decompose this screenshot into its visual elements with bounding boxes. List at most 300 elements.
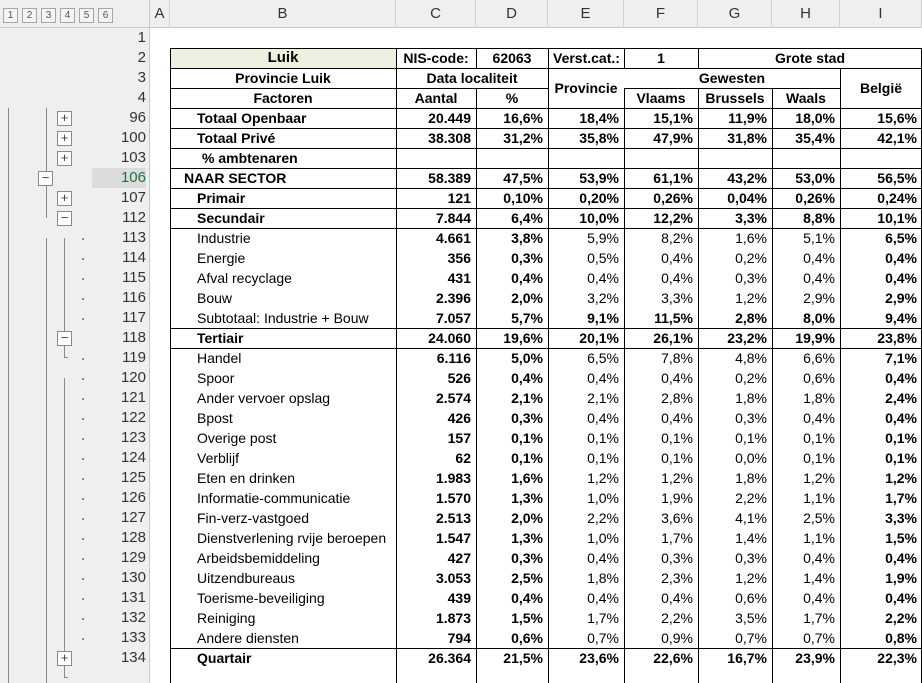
value-cell-f[interactable]: 2,2% bbox=[661, 610, 693, 626]
value-cell-d[interactable]: 0,4% bbox=[511, 590, 543, 606]
value-cell-e[interactable]: 0,1% bbox=[587, 450, 619, 466]
value-cell-c[interactable]: 121 bbox=[447, 190, 471, 206]
nis-code-label[interactable]: NIS-code: bbox=[403, 50, 469, 66]
value-cell-d[interactable]: 1,6% bbox=[511, 470, 543, 486]
column-header-d[interactable]: D bbox=[476, 0, 548, 28]
sheet-grid bbox=[150, 28, 922, 683]
value-cell-i[interactable]: 23,8% bbox=[877, 330, 917, 346]
value-cell-e[interactable]: 1,7% bbox=[587, 610, 619, 626]
vlaams-header[interactable]: Vlaams bbox=[636, 90, 686, 106]
value-cell-d[interactable]: 0,4% bbox=[511, 370, 543, 386]
value-cell-f[interactable]: 2,3% bbox=[661, 570, 693, 586]
value-cell-d[interactable]: 16,6% bbox=[503, 110, 543, 126]
factor-label-cell[interactable]: % ambtenaren bbox=[202, 150, 298, 166]
value-cell-e[interactable]: 10,0% bbox=[579, 210, 619, 226]
expand-group-button[interactable]: + bbox=[57, 151, 72, 166]
value-cell-e[interactable]: 2,2% bbox=[587, 510, 619, 526]
factor-label-cell[interactable]: Eten en drinken bbox=[197, 470, 296, 486]
value-cell-e[interactable]: 1,2% bbox=[587, 470, 619, 486]
value-cell-f[interactable]: 0,1% bbox=[661, 430, 693, 446]
value-cell-e[interactable]: 5,9% bbox=[587, 230, 619, 246]
value-cell-f[interactable]: 0,4% bbox=[661, 250, 693, 266]
value-cell-e[interactable]: 0,4% bbox=[587, 590, 619, 606]
factor-label-cell[interactable]: Totaal Openbaar bbox=[197, 110, 307, 126]
row-number[interactable]: 3 bbox=[137, 69, 146, 86]
value-cell-c[interactable]: 2.513 bbox=[435, 510, 471, 526]
value-cell-e[interactable]: 2,1% bbox=[587, 390, 619, 406]
value-cell-c[interactable]: 1.983 bbox=[435, 470, 471, 486]
expand-group-button[interactable]: + bbox=[57, 651, 72, 666]
factor-label-cell[interactable]: Secundair bbox=[197, 210, 265, 226]
value-cell-h[interactable]: 35,4% bbox=[795, 130, 835, 146]
value-cell-h[interactable]: 0,4% bbox=[803, 270, 835, 286]
factor-label-cell[interactable]: Handel bbox=[197, 350, 242, 366]
value-cell-d[interactable] bbox=[476, 148, 548, 168]
value-cell-d[interactable]: 5,7% bbox=[511, 310, 543, 326]
value-cell-i[interactable]: 0,4% bbox=[885, 590, 917, 606]
value-cell-i[interactable] bbox=[840, 148, 922, 168]
column-header-g[interactable]: G bbox=[698, 0, 772, 28]
value-cell-h[interactable]: 8,8% bbox=[803, 210, 835, 226]
column-header-c[interactable]: C bbox=[396, 0, 476, 28]
factor-label-cell[interactable]: Reiniging bbox=[197, 610, 256, 626]
value-cell-h[interactable]: 0,6% bbox=[803, 370, 835, 386]
value-cell-g[interactable] bbox=[698, 148, 772, 168]
value-cell-g[interactable]: 1,8% bbox=[735, 470, 767, 486]
value-cell-i[interactable]: 2,2% bbox=[885, 610, 917, 626]
value-cell-e[interactable]: 1,0% bbox=[587, 490, 619, 506]
row-number[interactable]: 106 bbox=[92, 168, 146, 188]
value-cell-g[interactable]: 1,4% bbox=[735, 530, 767, 546]
value-cell-d[interactable]: 1,3% bbox=[511, 490, 543, 506]
row-number[interactable]: 115 bbox=[122, 269, 146, 286]
value-cell-f[interactable]: 2,8% bbox=[661, 390, 693, 406]
row-number[interactable]: 126 bbox=[120, 489, 146, 506]
value-cell-f[interactable]: 3,6% bbox=[661, 510, 693, 526]
value-cell-e[interactable]: 0,5% bbox=[587, 250, 619, 266]
row-number[interactable]: 1 bbox=[137, 29, 146, 46]
collapse-group-button[interactable]: − bbox=[57, 331, 72, 346]
value-cell-f[interactable] bbox=[624, 148, 698, 168]
value-cell-d[interactable]: 0,3% bbox=[511, 550, 543, 566]
column-header-h[interactable]: H bbox=[772, 0, 840, 28]
value-cell-g[interactable]: 4,8% bbox=[735, 350, 767, 366]
outline-level-3-button[interactable]: 3 bbox=[41, 8, 56, 23]
factor-label-cell[interactable]: Fin-verz-vastgoed bbox=[197, 510, 310, 526]
value-cell-g[interactable]: 0,3% bbox=[735, 270, 767, 286]
value-cell-i[interactable]: 1,5% bbox=[885, 530, 917, 546]
value-cell-c[interactable]: 427 bbox=[447, 550, 471, 566]
row-number[interactable]: 127 bbox=[120, 509, 146, 526]
value-cell-i[interactable]: 0,4% bbox=[885, 270, 917, 286]
value-cell-d[interactable]: 2,0% bbox=[511, 290, 543, 306]
value-cell-f[interactable]: 7,8% bbox=[661, 350, 693, 366]
value-cell-h[interactable]: 0,26% bbox=[795, 190, 835, 206]
value-cell-d[interactable]: 0,3% bbox=[511, 410, 543, 426]
row-number[interactable]: 122 bbox=[120, 409, 146, 426]
row-number[interactable]: 103 bbox=[120, 149, 146, 166]
value-cell-h[interactable] bbox=[772, 148, 840, 168]
expand-group-button[interactable]: + bbox=[57, 191, 72, 206]
value-cell-d[interactable]: 0,3% bbox=[511, 250, 543, 266]
factor-label-cell[interactable]: Dienstverlening rvije beroepen bbox=[197, 530, 387, 546]
value-cell-f[interactable]: 47,9% bbox=[653, 130, 693, 146]
value-cell-g[interactable]: 16,7% bbox=[727, 650, 767, 666]
row-number[interactable]: 132 bbox=[120, 609, 146, 626]
value-cell-e[interactable]: 1,0% bbox=[587, 530, 619, 546]
value-cell-i[interactable]: 3,3% bbox=[885, 510, 917, 526]
value-cell-i[interactable]: 0,8% bbox=[885, 630, 917, 646]
value-cell-i[interactable]: 10,1% bbox=[877, 210, 917, 226]
region-title-cell[interactable]: Luik bbox=[170, 48, 396, 68]
value-cell-c[interactable]: 38.308 bbox=[428, 130, 471, 146]
value-cell-h[interactable]: 53,0% bbox=[795, 170, 835, 186]
value-cell-i[interactable]: 15,6% bbox=[877, 110, 917, 126]
value-cell-g[interactable]: 0,7% bbox=[735, 630, 767, 646]
percent-header[interactable]: % bbox=[505, 90, 519, 106]
factor-label-cell[interactable]: Tertiair bbox=[197, 330, 244, 346]
value-cell-e[interactable]: 20,1% bbox=[579, 330, 619, 346]
factor-label-cell[interactable]: Totaal Privé bbox=[197, 130, 276, 146]
brussels-header[interactable]: Brussels bbox=[705, 90, 765, 106]
value-cell-c[interactable]: 4.661 bbox=[435, 230, 471, 246]
value-cell-f[interactable]: 0,26% bbox=[653, 190, 693, 206]
value-cell-h[interactable]: 0,4% bbox=[803, 410, 835, 426]
row-number[interactable]: 121 bbox=[120, 389, 146, 406]
value-cell-g[interactable]: 31,8% bbox=[727, 130, 767, 146]
value-cell-d[interactable]: 1,5% bbox=[511, 610, 543, 626]
row-number[interactable]: 96 bbox=[129, 109, 146, 126]
column-header-i[interactable]: I bbox=[840, 0, 922, 28]
value-cell-f[interactable]: 3,3% bbox=[661, 290, 693, 306]
nis-code-value[interactable]: 62063 bbox=[492, 50, 532, 66]
value-cell-g[interactable]: 0,6% bbox=[735, 590, 767, 606]
row-number[interactable]: 128 bbox=[120, 529, 146, 546]
value-cell-c[interactable]: 3.053 bbox=[435, 570, 471, 586]
city-category-cell[interactable]: Grote stad bbox=[774, 50, 845, 66]
row-number[interactable]: 4 bbox=[137, 89, 146, 106]
value-cell-i[interactable]: 7,1% bbox=[885, 350, 917, 366]
value-cell-c[interactable]: 439 bbox=[447, 590, 471, 606]
value-cell-g[interactable]: 4,1% bbox=[735, 510, 767, 526]
value-cell-e[interactable] bbox=[548, 148, 624, 168]
value-cell-e[interactable]: 0,4% bbox=[587, 410, 619, 426]
value-cell-g[interactable]: 0,04% bbox=[727, 190, 767, 206]
value-cell-g[interactable]: 43,2% bbox=[727, 170, 767, 186]
value-cell-i[interactable]: 1,7% bbox=[885, 490, 917, 506]
value-cell-f[interactable]: 0,4% bbox=[661, 270, 693, 286]
value-cell-c[interactable]: 62 bbox=[455, 450, 471, 466]
value-cell-g[interactable]: 0,2% bbox=[735, 250, 767, 266]
value-cell-h[interactable]: 1,8% bbox=[803, 390, 835, 406]
value-cell-i[interactable]: 0,4% bbox=[885, 410, 917, 426]
outline-level-4-button[interactable]: 4 bbox=[60, 8, 75, 23]
value-cell-e[interactable]: 0,20% bbox=[579, 190, 619, 206]
value-cell-i[interactable]: 1,9% bbox=[885, 570, 917, 586]
value-cell-c[interactable]: 6.116 bbox=[436, 350, 471, 366]
column-header-f[interactable]: F bbox=[624, 0, 698, 28]
value-cell-d[interactable]: 2,0% bbox=[511, 510, 543, 526]
expand-group-button[interactable]: + bbox=[57, 111, 72, 126]
value-cell-g[interactable]: 11,9% bbox=[728, 110, 767, 126]
row-number[interactable]: 117 bbox=[122, 309, 146, 326]
value-cell-h[interactable]: 5,1% bbox=[803, 230, 835, 246]
collapse-group-button[interactable]: − bbox=[57, 211, 72, 226]
value-cell-c[interactable]: 157 bbox=[447, 430, 471, 446]
factor-label-cell[interactable]: Andere diensten bbox=[197, 630, 299, 646]
value-cell-i[interactable]: 9,4% bbox=[885, 310, 917, 326]
row-number[interactable]: 118 bbox=[122, 329, 146, 346]
row-number[interactable]: 125 bbox=[120, 469, 146, 486]
row-number[interactable]: 134 bbox=[120, 649, 146, 666]
value-cell-f[interactable]: 1,7% bbox=[661, 530, 693, 546]
province-name-cell[interactable]: Provincie Luik bbox=[235, 70, 331, 86]
value-cell-h[interactable]: 19,9% bbox=[795, 330, 835, 346]
value-cell-e[interactable]: 0,4% bbox=[587, 370, 619, 386]
value-cell-g[interactable]: 0,2% bbox=[735, 370, 767, 386]
factor-label-cell[interactable]: Bpost bbox=[197, 410, 233, 426]
factor-label-cell[interactable]: Energie bbox=[197, 250, 246, 266]
value-cell-h[interactable]: 0,4% bbox=[803, 590, 835, 606]
value-cell-c[interactable]: 2.396 bbox=[435, 290, 471, 306]
row-number[interactable]: 131 bbox=[120, 589, 146, 606]
factor-label-cell[interactable]: Ander vervoer opslag bbox=[197, 390, 331, 406]
value-cell-d[interactable]: 47,5% bbox=[503, 170, 543, 186]
value-cell-f[interactable]: 8,2% bbox=[661, 230, 693, 246]
outline-dot bbox=[82, 518, 84, 520]
value-cell-h[interactable]: 2,9% bbox=[803, 290, 835, 306]
value-cell-d[interactable]: 2,5% bbox=[511, 570, 543, 586]
value-cell-g[interactable]: 1,2% bbox=[735, 290, 767, 306]
value-cell-d[interactable]: 2,1% bbox=[511, 390, 543, 406]
factor-label-cell[interactable]: NAAR SECTOR bbox=[184, 170, 287, 186]
value-cell-g[interactable]: 2,2% bbox=[735, 490, 767, 506]
value-cell-g[interactable]: 1,2% bbox=[735, 570, 767, 586]
value-cell-i[interactable]: 0,1% bbox=[885, 430, 917, 446]
value-cell-f[interactable]: 1,2% bbox=[661, 470, 693, 486]
column-header-a[interactable]: A bbox=[150, 0, 170, 28]
collapse-group-button[interactable]: − bbox=[38, 171, 53, 186]
value-cell-e[interactable]: 0,4% bbox=[587, 270, 619, 286]
value-cell-h[interactable]: 0,7% bbox=[803, 630, 835, 646]
value-cell-f[interactable]: 0,4% bbox=[661, 370, 693, 386]
cell-border bbox=[698, 88, 699, 683]
value-cell-h[interactable]: 1,1% bbox=[803, 490, 835, 506]
value-cell-g[interactable]: 3,5% bbox=[735, 610, 767, 626]
column-header-e[interactable]: E bbox=[548, 0, 624, 28]
column-header-b[interactable]: B bbox=[170, 0, 396, 28]
value-cell-d[interactable]: 0,6% bbox=[511, 630, 543, 646]
value-cell-h[interactable]: 0,1% bbox=[803, 450, 835, 466]
value-cell-d[interactable]: 0,10% bbox=[503, 190, 543, 206]
value-cell-c[interactable]: 24.060 bbox=[428, 330, 471, 346]
value-cell-c[interactable]: 20.449 bbox=[428, 110, 471, 126]
row-number[interactable]: 129 bbox=[120, 549, 146, 566]
row-number[interactable]: 116 bbox=[122, 289, 146, 306]
belgie-header[interactable]: België bbox=[859, 80, 902, 96]
data-localiteit-header[interactable]: Data localiteit bbox=[426, 70, 518, 86]
verst-cat-value[interactable]: 1 bbox=[657, 50, 665, 66]
row-number[interactable]: 107 bbox=[120, 189, 146, 206]
factor-label-cell[interactable]: Afval recyclage bbox=[197, 270, 292, 286]
factor-label-cell[interactable]: Informatie-communicatie bbox=[197, 490, 351, 506]
value-cell-e[interactable]: 0,7% bbox=[587, 630, 619, 646]
value-cell-f[interactable]: 0,1% bbox=[661, 450, 693, 466]
factoren-header[interactable]: Factoren bbox=[253, 90, 313, 106]
factor-label-cell[interactable]: Quartair bbox=[197, 650, 252, 666]
value-cell-i[interactable]: 2,9% bbox=[885, 290, 917, 306]
value-cell-g[interactable]: 0,3% bbox=[735, 550, 767, 566]
value-cell-e[interactable]: 9,1% bbox=[587, 310, 619, 326]
value-cell-i[interactable]: 0,4% bbox=[885, 370, 917, 386]
outline-level-1-button[interactable]: 1 bbox=[3, 8, 18, 23]
value-cell-h[interactable]: 1,7% bbox=[803, 610, 835, 626]
value-cell-h[interactable]: 1,4% bbox=[803, 570, 835, 586]
value-cell-i[interactable]: 22,3% bbox=[877, 650, 917, 666]
value-cell-c[interactable] bbox=[396, 148, 476, 168]
value-cell-g[interactable]: 23,2% bbox=[727, 330, 767, 346]
value-cell-c[interactable]: 356 bbox=[447, 250, 471, 266]
gewesten-header[interactable]: Gewesten bbox=[698, 70, 766, 86]
outline-level-5-button[interactable]: 5 bbox=[79, 8, 94, 23]
factor-label-cell[interactable]: Subtotaal: Industrie + Bouw bbox=[197, 310, 369, 326]
value-cell-h[interactable]: 2,5% bbox=[803, 510, 835, 526]
value-cell-e[interactable]: 23,6% bbox=[579, 650, 619, 666]
row-number[interactable]: 119 bbox=[122, 349, 146, 366]
waals-header[interactable]: Waals bbox=[786, 90, 826, 106]
row-number[interactable]: 124 bbox=[120, 449, 146, 466]
value-cell-h[interactable]: 18,0% bbox=[795, 110, 835, 126]
value-cell-c[interactable]: 7.844 bbox=[435, 210, 471, 226]
row-number[interactable]: 130 bbox=[120, 569, 146, 586]
value-cell-f[interactable]: 12,2% bbox=[653, 210, 693, 226]
value-cell-c[interactable]: 58.389 bbox=[428, 170, 471, 186]
value-cell-f[interactable]: 26,1% bbox=[653, 330, 693, 346]
value-cell-f[interactable]: 0,4% bbox=[661, 590, 693, 606]
value-cell-e[interactable]: 1,8% bbox=[587, 570, 619, 586]
value-cell-i[interactable]: 0,1% bbox=[885, 450, 917, 466]
value-cell-c[interactable]: 426 bbox=[447, 410, 471, 426]
value-cell-d[interactable]: 3,8% bbox=[511, 230, 543, 246]
value-cell-h[interactable]: 6,6% bbox=[803, 350, 835, 366]
row-number[interactable]: 120 bbox=[120, 369, 146, 386]
provincie-header[interactable]: Provincie bbox=[554, 80, 618, 96]
value-cell-c[interactable]: 2.574 bbox=[435, 390, 471, 406]
value-cell-d[interactable]: 0,1% bbox=[511, 430, 543, 446]
value-cell-g[interactable]: 1,8% bbox=[735, 390, 767, 406]
outline-level-6-button[interactable]: 6 bbox=[98, 8, 113, 23]
value-cell-c[interactable]: 1.547 bbox=[435, 530, 471, 546]
value-cell-c[interactable]: 26.364 bbox=[428, 650, 471, 666]
value-cell-h[interactable]: 8,0% bbox=[803, 310, 835, 326]
row-number[interactable]: 100 bbox=[120, 129, 146, 146]
factor-label-cell[interactable]: Bouw bbox=[197, 290, 233, 306]
outline-level-2-button[interactable]: 2 bbox=[22, 8, 37, 23]
factor-label-cell[interactable]: Uitzendbureaus bbox=[197, 570, 296, 586]
factor-label-cell[interactable]: Primair bbox=[197, 190, 246, 206]
value-cell-c[interactable]: 794 bbox=[447, 630, 471, 646]
value-cell-g[interactable]: 1,6% bbox=[735, 230, 767, 246]
verst-cat-label[interactable]: Verst.cat.: bbox=[553, 50, 620, 66]
value-cell-h[interactable]: 23,9% bbox=[795, 650, 835, 666]
value-cell-e[interactable]: 0,1% bbox=[587, 430, 619, 446]
value-cell-h[interactable]: 0,4% bbox=[803, 550, 835, 566]
value-cell-d[interactable]: 31,2% bbox=[503, 130, 543, 146]
value-cell-c[interactable]: 526 bbox=[447, 370, 471, 386]
value-cell-g[interactable]: 0,0% bbox=[735, 450, 767, 466]
value-cell-i[interactable]: 6,5% bbox=[885, 230, 917, 246]
value-cell-f[interactable]: 0,3% bbox=[661, 550, 693, 566]
value-cell-i[interactable]: 1,2% bbox=[885, 470, 917, 486]
value-cell-f[interactable]: 0,4% bbox=[661, 410, 693, 426]
value-cell-g[interactable]: 0,1% bbox=[735, 430, 767, 446]
value-cell-i[interactable]: 0,24% bbox=[877, 190, 917, 206]
value-cell-g[interactable]: 3,3% bbox=[735, 210, 767, 226]
value-cell-i[interactable]: 42,1% bbox=[877, 130, 917, 146]
value-cell-d[interactable]: 19,6% bbox=[503, 330, 543, 346]
value-cell-f[interactable]: 0,9% bbox=[661, 630, 693, 646]
row-number[interactable]: 123 bbox=[120, 429, 146, 446]
value-cell-d[interactable]: 1,3% bbox=[511, 530, 543, 546]
aantal-header[interactable]: Aantal bbox=[414, 90, 458, 106]
row-number[interactable]: 112 bbox=[122, 209, 146, 226]
outline-dot bbox=[82, 458, 84, 460]
factor-label-cell[interactable]: Verblijf bbox=[197, 450, 240, 466]
value-cell-h[interactable]: 1,1% bbox=[803, 530, 835, 546]
value-cell-d[interactable]: 0,1% bbox=[511, 450, 543, 466]
value-cell-d[interactable]: 21,5% bbox=[503, 650, 543, 666]
row-number[interactable]: 2 bbox=[137, 49, 146, 66]
expand-group-button[interactable]: + bbox=[57, 131, 72, 146]
value-cell-f[interactable]: 22,6% bbox=[653, 650, 693, 666]
value-cell-e[interactable]: 18,4% bbox=[579, 110, 619, 126]
factor-label-cell[interactable]: Toerisme-beveiliging bbox=[197, 590, 325, 606]
value-cell-f[interactable]: 61,1% bbox=[653, 170, 693, 186]
value-cell-c[interactable]: 1.570 bbox=[435, 490, 471, 506]
factor-label-cell[interactable]: Arbeidsbemiddeling bbox=[197, 550, 320, 566]
value-cell-e[interactable]: 3,2% bbox=[587, 290, 619, 306]
value-cell-i[interactable]: 2,4% bbox=[885, 390, 917, 406]
value-cell-f[interactable]: 15,1% bbox=[653, 110, 693, 126]
value-cell-e[interactable]: 35,8% bbox=[579, 130, 619, 146]
value-cell-i[interactable]: 0,4% bbox=[885, 550, 917, 566]
value-cell-i[interactable]: 0,4% bbox=[885, 250, 917, 266]
value-cell-c[interactable]: 431 bbox=[447, 270, 471, 286]
row-number[interactable]: 113 bbox=[122, 229, 146, 246]
row-number[interactable]: 133 bbox=[120, 629, 146, 646]
value-cell-e[interactable]: 53,9% bbox=[579, 170, 619, 186]
value-cell-d[interactable]: 5,0% bbox=[511, 350, 543, 366]
value-cell-e[interactable]: 6,5% bbox=[587, 350, 619, 366]
value-cell-c[interactable]: 7.057 bbox=[435, 310, 471, 326]
factor-label-cell[interactable]: Spoor bbox=[197, 370, 235, 386]
value-cell-h[interactable]: 0,4% bbox=[803, 250, 835, 266]
value-cell-e[interactable]: 0,4% bbox=[587, 550, 619, 566]
factor-label-cell[interactable]: Overige post bbox=[197, 430, 277, 446]
value-cell-d[interactable]: 0,4% bbox=[511, 270, 543, 286]
factor-label-cell[interactable]: Industrie bbox=[197, 230, 251, 246]
value-cell-f[interactable]: 11,5% bbox=[654, 310, 693, 326]
value-cell-i[interactable]: 56,5% bbox=[877, 170, 917, 186]
value-cell-g[interactable]: 2,8% bbox=[735, 310, 767, 326]
value-cell-f[interactable]: 1,9% bbox=[661, 490, 693, 506]
row-number[interactable]: 114 bbox=[122, 249, 146, 266]
value-cell-h[interactable]: 0,1% bbox=[803, 430, 835, 446]
value-cell-g[interactable]: 0,3% bbox=[735, 410, 767, 426]
value-cell-d[interactable]: 6,4% bbox=[511, 210, 543, 226]
value-cell-c[interactable]: 1.873 bbox=[435, 610, 471, 626]
value-cell-h[interactable]: 1,2% bbox=[803, 470, 835, 486]
